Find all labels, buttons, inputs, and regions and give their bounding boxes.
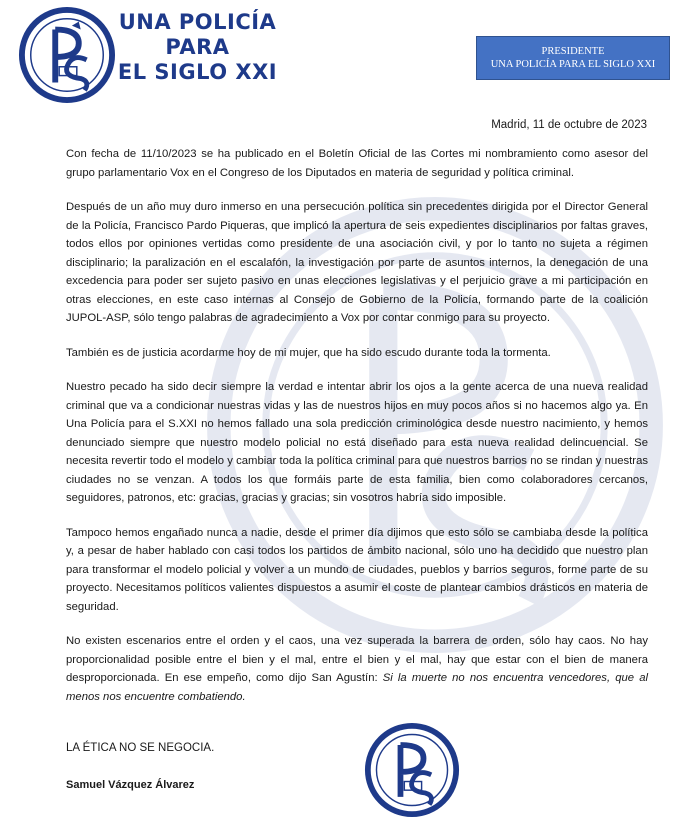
closing-statement: LA ÉTICA NO SE NEGOCIA. <box>66 742 215 754</box>
paragraph-4: Nuestro pecado ha sido decir siempre la verdad e intentar abrir los ojos a la gente acerca de una nueva realidad criminal que va a condicionar nuestras vidas y las de nuestros hijos en muy pocos años si no hacemos algo ya. En Una Policía para el S.XXI no hemos fallado una sola predicción criminológica desde nuestro nacimiento, y hemos denunciado siempre que nuestro modelo policial no está diseñado para esta nueva realidad delincuencial. Se necesita revertir todo el modelo y cambiar toda la política criminal para que nuestros barrios no se rindan y nuestras ciudades no se venzan. A todos los que formáis parte de esta familia, bien como colaboradores cercanos, seguidores, patronos, etc: gracias, gracias y gracias; sin vosotros habría sido imposible. <box>66 381 648 504</box>
brand-line-2: PARA <box>165 35 230 59</box>
president-title: PRESIDENTE <box>541 46 605 57</box>
letter-date: Madrid, 11 de octubre de 2023 <box>491 119 647 131</box>
ps-shield-logo-icon <box>18 6 116 104</box>
san-agustin-quote: Si la muerte no nos encuentra vencedores, que al menos nos encuentre combatiendo. <box>66 672 648 703</box>
president-box <box>476 36 670 80</box>
paragraph-6 <box>66 632 648 706</box>
paragraph-5: Tampoco hemos engañado nunca a nadie, desde el primer día dijimos que esto sólo se cambiaba desde la política y, a pesar de haber hablado con casi todos los partidos de ámbito nacional, sólo uno ha decidido que nuestro plan para transformar el modelo policial y volver a un mundo de ciudades, pueblos y barrios seguros, forme parte de su proyecto. Necesitamos políticos valientes dispuestos a asumir el coste de plantear cambios drásticos en materia de seguridad. <box>66 526 648 613</box>
letter-body <box>66 145 648 722</box>
paragraph-2: Después de un año muy duro inmerso en una persecución política sin precedentes dirigida por el Director General de la Policía, Francisco Pardo Piqueras, que implicó la apertura de seis expedientes disciplinarios por faltas graves, todos ellos por opiniones vertidas como presidente de una asociación civil, y por lo tanto no sujeta a régimen disciplinario; la paralización en el escalafón, la investigación por parte de asuntos internos, la denegación de una excedencia para poder ser sujeto pasivo en unas elecciones legislativas y el perjuicio grave a mi participación en otras elecciones, en este caso internas al Consejo de Gobierno de la Policía, formando parte de la coalición JUPOL-ASP, sólo tengo palabras de agradecimiento a Vox por contar conmigo para su proyecto. <box>66 201 648 324</box>
brand-title <box>110 10 285 85</box>
president-organization: UNA POLICÍA PARA EL SIGLO XXI <box>490 59 656 70</box>
signature-name: Samuel Vázquez Álvarez <box>66 779 195 791</box>
paragraph-6-text: No existen escenarios entre el orden y el caos, una vez superada la barrera de orden, sólo hay caos. No hay proporcionalidad posible entre el bien y el mal, entre el bien y el mal, hay que estar con el bien de manera desproporcionada. En ese empeño, como dijo San Agustín: <box>66 635 648 684</box>
paragraph-3: También es de justicia acordarme hoy de mi mujer, que ha sido escudo durante toda la tormenta. <box>66 346 551 359</box>
ps-seal-icon <box>364 722 460 818</box>
paragraph-1: Con fecha de 11/10/2023 se ha publicado en el Boletín Oficial de las Cortes mi nombramiento como asesor del grupo parlamentario Vox en el Congreso de los Diputados en materia de seguridad y política criminal. <box>66 148 648 179</box>
brand-line-3: EL SIGLO XXI <box>117 60 278 84</box>
brand-line-1: UNA POLICÍA <box>118 10 277 34</box>
